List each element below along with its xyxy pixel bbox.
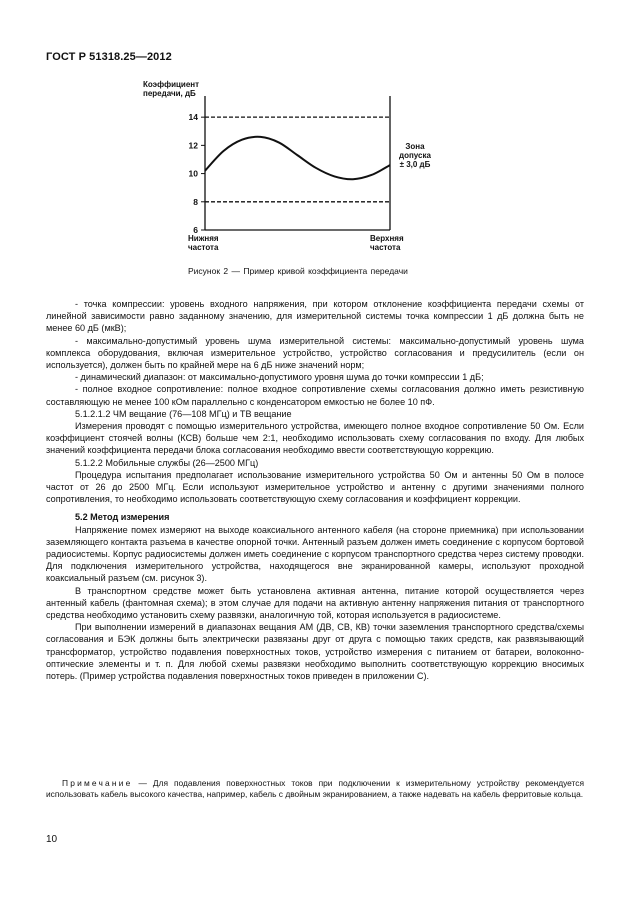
paragraph: Процедура испытания предполагает использование измерительного устройства 50 Ом и антенны 50 Ом в полосе частот от 26 до 2500 МГц. Если используют измерительное устройство и антенну с другими значениями полного сопротивления, то необходимо использовать соответствующую схему согласования и коэффициент коррекции. bbox=[46, 469, 584, 505]
document-header: ГОСТ Р 51318.25—2012 bbox=[46, 51, 172, 63]
y-tick-label: 8 bbox=[193, 196, 198, 207]
figure-2 bbox=[0, 0, 630, 285]
note bbox=[46, 778, 584, 801]
section-heading: 5.2 Метод измерения bbox=[75, 512, 170, 523]
subsection-title: 5.1.2.1.2 ЧМ вещание (76—108 МГц) и ТВ вещание bbox=[75, 408, 292, 419]
note-label: Примечание bbox=[62, 778, 133, 788]
y-tick-label: 10 bbox=[188, 168, 198, 179]
subsection-title: 5.1.2.2 Мобильные службы (26—2500 МГц) bbox=[75, 457, 259, 468]
paragraph: Измерения проводят с помощью измерительного устройства, имеющего полное входное сопротивление 50 Ом. Если коэффициент стоячей волны (КСВ) больше чем 2:1, необходимо использовать схему согласования по входу. Для любых значений коэффициента передачи блока согласования необходимо ввести соответствующую коррекцию. bbox=[46, 421, 584, 456]
page-number: 10 bbox=[46, 834, 58, 845]
paragraph: - полное входное сопротивление: полное входное сопротивление схемы согласования должно иметь резистивную составляющую не менее 100 кОм параллельно с конденсатором емкостью не более 10 пФ. bbox=[46, 384, 584, 407]
y-tick-label: 12 bbox=[188, 140, 198, 151]
transfer-coefficient-chart bbox=[0, 0, 630, 285]
y-axis-label: Коэффициент передачи, дБ bbox=[143, 80, 200, 98]
paragraph: Напряжение помех измеряют на выходе коаксиального антенного кабеля (на стороне приемника) при использовании заземляющего контакта разъема в качестве опорной точки. Антенный разъем должен иметь соединение с корпусом бортовой радиосистемы. Корпус радиосистемы должен иметь соединение с корпусом транспортного средства через систему проводки. Для подключения измерительного устройства, находящегося вне экранированной камеры, используют проходной коаксиальный разъем (см. рисунок 3). bbox=[46, 524, 584, 584]
note-text: — Для подавления поверхностных токов при подключении к измерительному устройству рекомендуется использовать кабель высокого качества, например, кабель с двойным экранированием, а также надевать на кабель ферритовые кольца. bbox=[46, 778, 585, 800]
paragraph: - точка компрессии: уровень входного напряжения, при котором отклонение коэффициента передачи схемы от линейной зависимости равно заданному значению, для измерительной системы точка компрессии 1 дБ должна быть не менее 60 дБ (мкВ); bbox=[46, 299, 584, 334]
paragraph: При выполнении измерений в диапазонах вещания АМ (ДВ, СВ, КВ) точки заземления транспортного средства/схемы согласования и БЭК должны быть электрически развязаны друг от друга с помощью таких средств, как развязывающий трансформатор, устройство подавления поверхностных токов, устройство измерения с питанием от батареи, волоконно-оптические элементы и т. п. Для любой схемы развязки необходимо выполнить соответствующую коррекцию вносимых потерь. (Пример устройства подавления поверхностных токов приведен в приложении С). bbox=[46, 622, 584, 682]
x-axis-upper-label: Верхняя частота bbox=[370, 234, 404, 252]
y-tick-label: 6 bbox=[193, 225, 198, 235]
figure-caption: Рисунок 2 — Пример кривой коэффициента передачи bbox=[188, 266, 408, 276]
paragraph: - максимально-допустимый уровень шума измерительной системы: максимально-допустимый уровень шума комплекса оборудования, включая измерительное устройство, устройство согласования и предусилитель (если он используется), должен быть по крайней мере на 6 дБ ниже значений норм; bbox=[46, 335, 584, 371]
body-text bbox=[46, 298, 584, 682]
y-tick-label: 14 bbox=[188, 112, 198, 123]
tolerance-zone-label: Зона допуска ± 3,0 дБ bbox=[399, 142, 431, 169]
x-axis-lower-label: Нижняя частота bbox=[188, 234, 219, 252]
paragraph: - динамический диапазон: от максимально-допустимого уровня шума до точки компрессии 1 дБ; bbox=[75, 372, 484, 383]
series-line-transfer-coefficient bbox=[205, 137, 390, 179]
paragraph: В транспортном средстве может быть установлена активная антенна, питание которой осуществляется через антенный кабель (фантомная схема); в этом случае для подачи на активную антенну напряжения питания от транспортного средства необходимо установить схему развязки, аналогичную той, которая используется в радиосистеме. bbox=[46, 585, 584, 621]
